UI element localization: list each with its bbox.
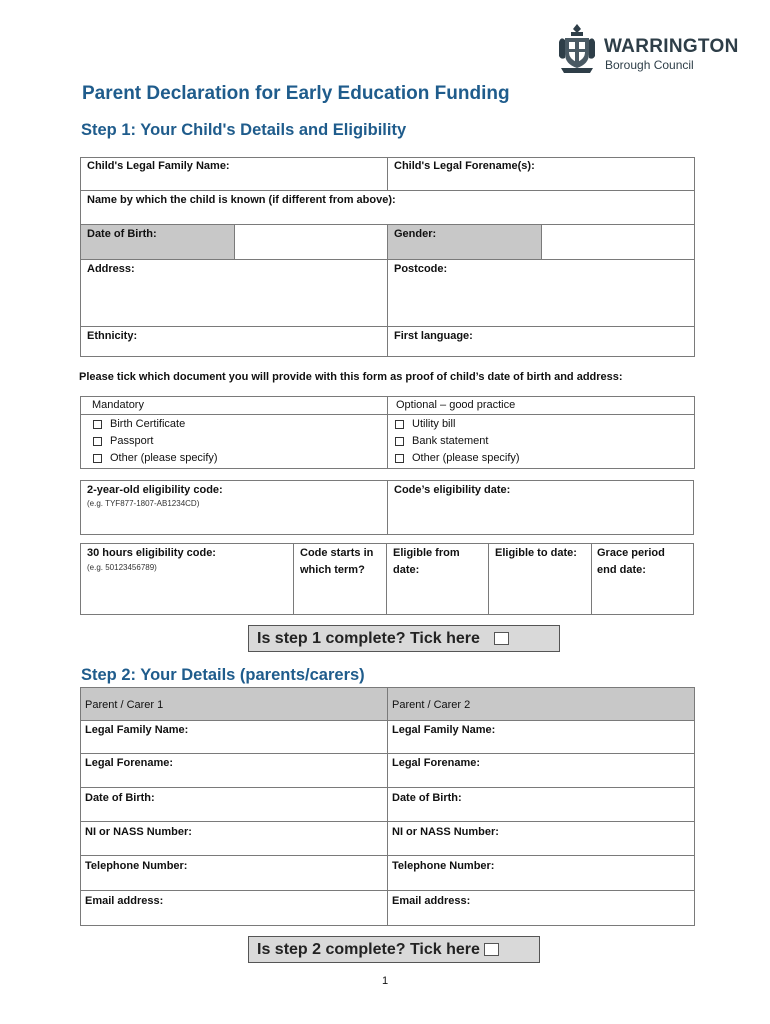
checkbox[interactable] [395, 454, 404, 463]
mandatory-option[interactable] [93, 435, 153, 447]
child-family-name-label: Child's Legal Family Name: [87, 160, 230, 172]
two-year-code-label: 2-year-old eligibility code: [87, 484, 223, 496]
child-forenames-label: Child's Legal Forename(s): [394, 160, 535, 172]
option-label: Birth Certificate [110, 418, 186, 430]
mandatory-option[interactable] [93, 418, 185, 430]
step2-heading: Step 2: Your Details (parents/carers) [81, 666, 365, 684]
grace-period-label-line1: Grace period [597, 547, 665, 559]
logo-name: WARRINGTON [604, 36, 739, 57]
checkbox[interactable] [395, 420, 404, 429]
step2-complete-bar [248, 936, 540, 963]
thirty-hours-code-example: (e.g. 50123456789) [87, 563, 157, 572]
checkbox[interactable] [93, 437, 102, 446]
option-label: Utility bill [412, 418, 456, 430]
coat-of-arms-icon [557, 22, 597, 76]
parent2-header: Parent / Carer 2 [392, 699, 471, 711]
logo-subtitle: Borough Council [605, 58, 694, 72]
step1-complete-checkbox[interactable] [494, 632, 509, 645]
parent1-family-name-label: Legal Family Name: [85, 724, 189, 736]
document-title: Parent Declaration for Early Education Funding [82, 83, 510, 104]
document-prompt: Please tick which document you will provide with this form as proof of child’s date of birth and address: [79, 371, 623, 383]
two-year-code-example: (e.g. TYF877-1807-AB1234CD) [87, 499, 200, 508]
eligible-from-label-line1: Eligible from [393, 547, 460, 559]
parent1-email-label: Email address: [85, 895, 164, 907]
gender-label: Gender: [394, 228, 437, 240]
optional-header: Optional – good practice [396, 399, 516, 411]
address-label: Address: [87, 263, 135, 275]
parent2-telephone-label: Telephone Number: [392, 860, 495, 872]
parent2-ni-label: NI or NASS Number: [392, 826, 499, 838]
option-label: Other (please specify) [412, 452, 520, 464]
gender-field[interactable] [542, 225, 694, 259]
parent2-forename-label: Legal Forename: [392, 757, 481, 769]
grace-period-label-line2: end date: [597, 564, 646, 576]
parent2-email-label: Email address: [392, 895, 471, 907]
optional-option[interactable] [395, 435, 488, 447]
child-dob-field[interactable] [235, 225, 387, 259]
mandatory-option[interactable] [93, 452, 218, 464]
parent1-dob-label: Date of Birth: [85, 792, 155, 804]
thirty-hours-code-label: 30 hours eligibility code: [87, 547, 216, 559]
parent2-family-name-label: Legal Family Name: [392, 724, 496, 736]
step2-complete-checkbox[interactable] [484, 943, 499, 956]
checkbox[interactable] [93, 454, 102, 463]
optional-option[interactable] [395, 418, 455, 430]
step1-complete-bar [248, 625, 560, 652]
checkbox[interactable] [395, 437, 404, 446]
parent1-telephone-label: Telephone Number: [85, 860, 188, 872]
page-number: 1 [382, 975, 389, 987]
option-label: Passport [110, 435, 154, 447]
child-dob-label: Date of Birth: [87, 228, 157, 240]
code-starts-label-line1: Code starts in [300, 547, 374, 559]
postcode-label: Postcode: [394, 263, 448, 275]
optional-option[interactable] [395, 452, 520, 464]
parent1-header: Parent / Carer 1 [85, 699, 164, 711]
mandatory-header: Mandatory [92, 399, 144, 411]
parent1-forename-label: Legal Forename: [85, 757, 174, 769]
eligible-to-label: Eligible to date: [495, 547, 577, 559]
code-eligibility-date-label: Code’s eligibility date: [394, 484, 511, 496]
first-language-label: First language: [394, 330, 473, 342]
option-label: Other (please specify) [110, 452, 218, 464]
checkbox[interactable] [93, 420, 102, 429]
parent1-ni-label: NI or NASS Number: [85, 826, 192, 838]
step1-heading: Step 1: Your Child's Details and Eligibility [81, 121, 407, 139]
step1-complete-label: Is step 1 complete? Tick here [257, 629, 480, 647]
step2-complete-label: Is step 2 complete? Tick here [257, 940, 480, 958]
ethnicity-label: Ethnicity: [87, 330, 138, 342]
parent2-dob-label: Date of Birth: [392, 792, 462, 804]
code-starts-label-line2: which term? [300, 564, 365, 576]
eligible-from-label-line2: date: [393, 564, 420, 576]
option-label: Bank statement [412, 435, 489, 447]
known-name-label: Name by which the child is known (if different from above): [87, 194, 396, 206]
